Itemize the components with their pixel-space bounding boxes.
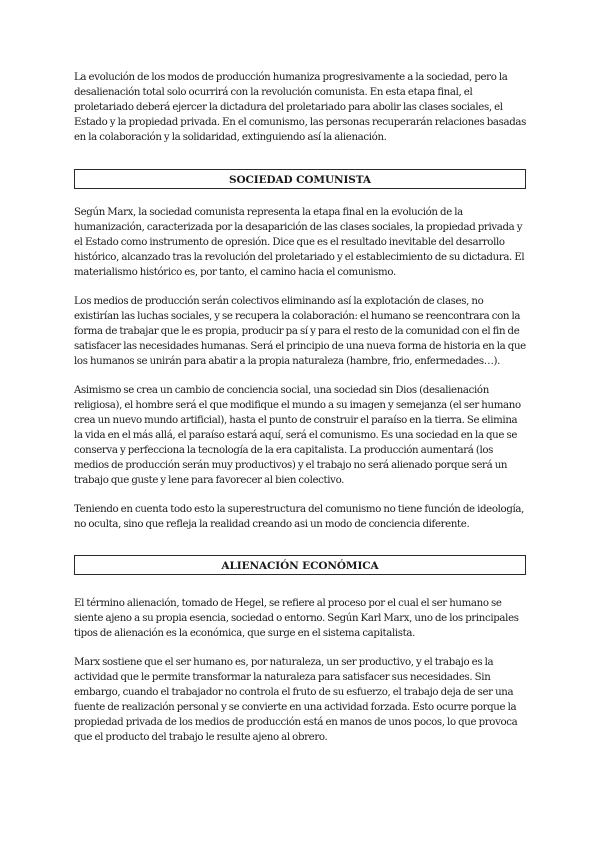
section1-paragraph-2: Los medios de producción serán colectivos eliminando así la explotación de clases, no existirían las luchas sociales, y se recupera la colaboración: el humano se reencontrara con la forma de trabajar que le es propia, producir pa sí y para el resto de la comunidad con el fin de satisfacer las necesidades humanas. Será el principio de una nueva forma de historia en la que los humanos se unirán para abatir a la propia naturaleza (hambre, frio, enfermedades…). bbox=[74, 296, 526, 367]
section1-paragraph-4: Teniendo en cuenta todo esto la superestructura del comunismo no tiene función de ideología, no oculta, sino que refleja la realidad creando asi un modo de conciencia diferente. bbox=[74, 504, 525, 530]
section-heading-sociedad-comunista bbox=[74, 169, 526, 189]
section-heading-alienacion-economica bbox=[74, 555, 526, 575]
section-heading-text: ALIENACIÓN ECONÓMICA bbox=[221, 560, 379, 572]
intro-paragraph: La evolución de los modos de producción humaniza progresivamente a la sociedad, pero la desalienación total solo ocurrirá con la revolución comunista. En esta etapa final, el proletariado deberá ejercer la dictadura del proletariado para abolir las clases sociales, el Estado y la propiedad privada. En el comunismo, las personas recuperarán relaciones basadas en la colaboración y la solidaridad, extinguiendo así la alienación. bbox=[74, 72, 527, 143]
section1-paragraph-3: Asimismo se crea un cambio de conciencia social, una sociedad sin Dios (desalienación religiosa), el hombre será el que modifique el mundo a su imagen y semejanza (el ser humano crea un nuevo mundo artificial), hasta el punto de construir el paraíso en la tierra. Se elimina la vida en el más allá, el paraíso estará aquí, será el comunismo. Es una sociedad en la que se conserva y perfecciona la tecnología de la era capitalista. La producción aumentará (los medios de producción serán muy productivos) y el trabajo no será alienado porque será un trabajo que guste y lene para favorecer al bien colectivo. bbox=[74, 385, 521, 486]
section-heading-text: SOCIEDAD COMUNISTA bbox=[229, 174, 371, 186]
section2-paragraph-1: El término alienación, tomado de Hegel, se refiere al proceso por el cual el ser humano se siente ajeno a su propia esencia, sociedad o entorno. Según Karl Marx, uno de los principales tipos de alienación es la económica, que surge en el sistema capitalista. bbox=[74, 598, 519, 639]
section1-paragraph-1: Según Marx, la sociedad comunista representa la etapa final en la evolución de la humanización, caracterizada por la desaparición de las clases sociales, la propiedad privada y el Estado como instrumento de opresión. Dice que es el resultado inevitable del desarrollo histórico, alcanzado tras la revolución del proletariado y el establecimiento de su dictadura. El materialismo histórico es, por tanto, el camino hacia el comunismo. bbox=[74, 207, 525, 278]
section2-paragraph-2: Marx sostiene que el ser humano es, por naturaleza, un ser productivo, y el trabajo es la actividad que le permite transformar la naturaleza para satisfacer sus necesidades. Sin embargo, cuando el trabajador no controla el fruto de su esfuerzo, el trabajo deja de ser una fuente de realización personal y se convierte en una actividad forzada. Esto ocurre porque la propiedad privada de los medios de producción está en manos de unos pocos, lo que provoca que el producto del trabajo le resulte ajeno al obrero. bbox=[74, 657, 518, 743]
document-page bbox=[74, 70, 526, 745]
